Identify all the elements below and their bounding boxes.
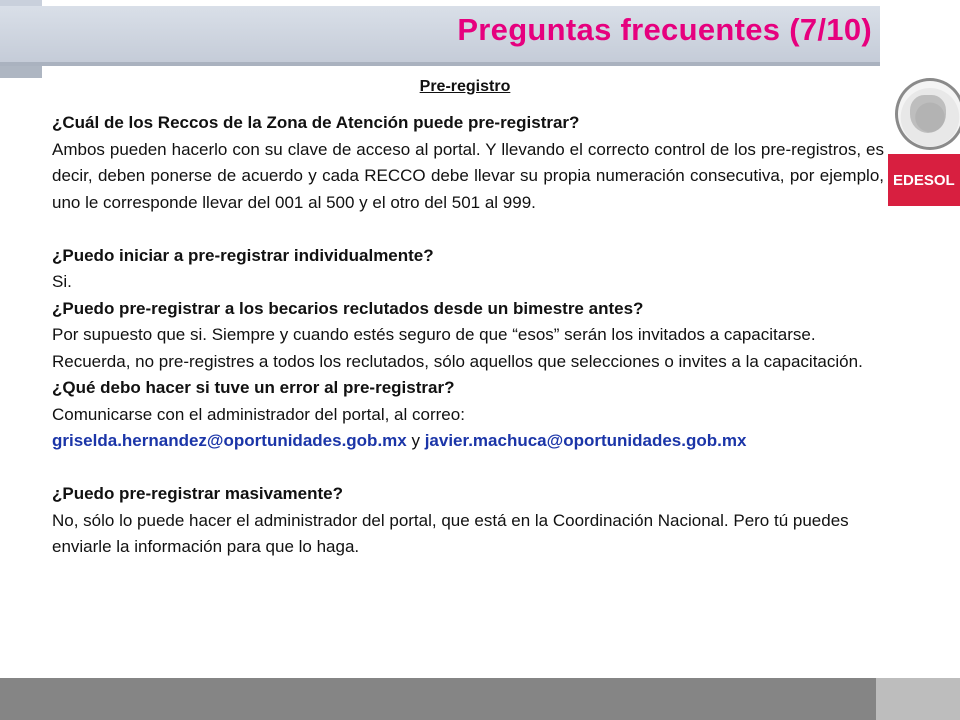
page-title: Preguntas frecuentes (7/10) <box>457 12 872 47</box>
faq-answer-2: Si. <box>52 272 72 291</box>
email-conjunction: y <box>411 431 420 450</box>
sedesol-badge: EDESOL <box>887 154 960 206</box>
faq-question-1: ¿Cuál de los Reccos de la Zona de Atención puede pre-registrar? <box>52 113 580 132</box>
section-title: Pre-registro <box>419 78 511 95</box>
email-link-1[interactable]: griselda.hernandez@oportunidades.gob.mx <box>52 431 407 450</box>
faq-question-2: ¿Puedo iniciar a pre-registrar individualmente? <box>52 245 434 265</box>
faq-answer-5: No, sólo lo puede hacer el administrador del portal, que está en la Coordinación Nacional. Pero tú puedes enviarle la información para que lo haga. <box>52 510 849 556</box>
content-panel <box>42 66 888 678</box>
email-link-2[interactable]: javier.machuca@oportunidades.gob.mx <box>424 431 747 450</box>
footer-bar-right <box>876 678 960 720</box>
spacer <box>52 455 884 482</box>
faq-answer-4: Comunicarse con el administrador del portal, al correo: <box>52 404 465 424</box>
faq-question-4: ¿Qué debo hacer si tuve un error al pre-registrar? <box>52 378 455 397</box>
faq-question-3: ¿Puedo pre-registrar a los becarios reclutados desde un bimestre antes? <box>52 298 644 318</box>
eagle-emblem-icon <box>910 95 946 133</box>
faq-answer-1: Ambos pueden hacerlo con su clave de acceso al portal. Y llevando el correcto control de los pre-registros, es decir, deben ponerse de acuerdo y cada RECCO debe llevar su propia numeración consecutiva, por ejemplo, uno le corresponde llevar del 001 al 500 y el otro del 501 al 999. <box>52 139 884 212</box>
faq-question-5: ¿Puedo pre-registrar masivamente? <box>52 484 343 503</box>
footer-bar <box>0 678 876 720</box>
spacer <box>52 216 884 243</box>
faq-list <box>52 110 884 561</box>
faq-email-line <box>52 428 884 455</box>
faq-answer-3: Por supuesto que si. Siempre y cuando estés seguro de que “esos” serán los invitados a capacitarse. Recuerda, no pre-registres a todos los reclutados, sólo aquellos que selecciones o invites a la capacitación. <box>52 325 863 371</box>
